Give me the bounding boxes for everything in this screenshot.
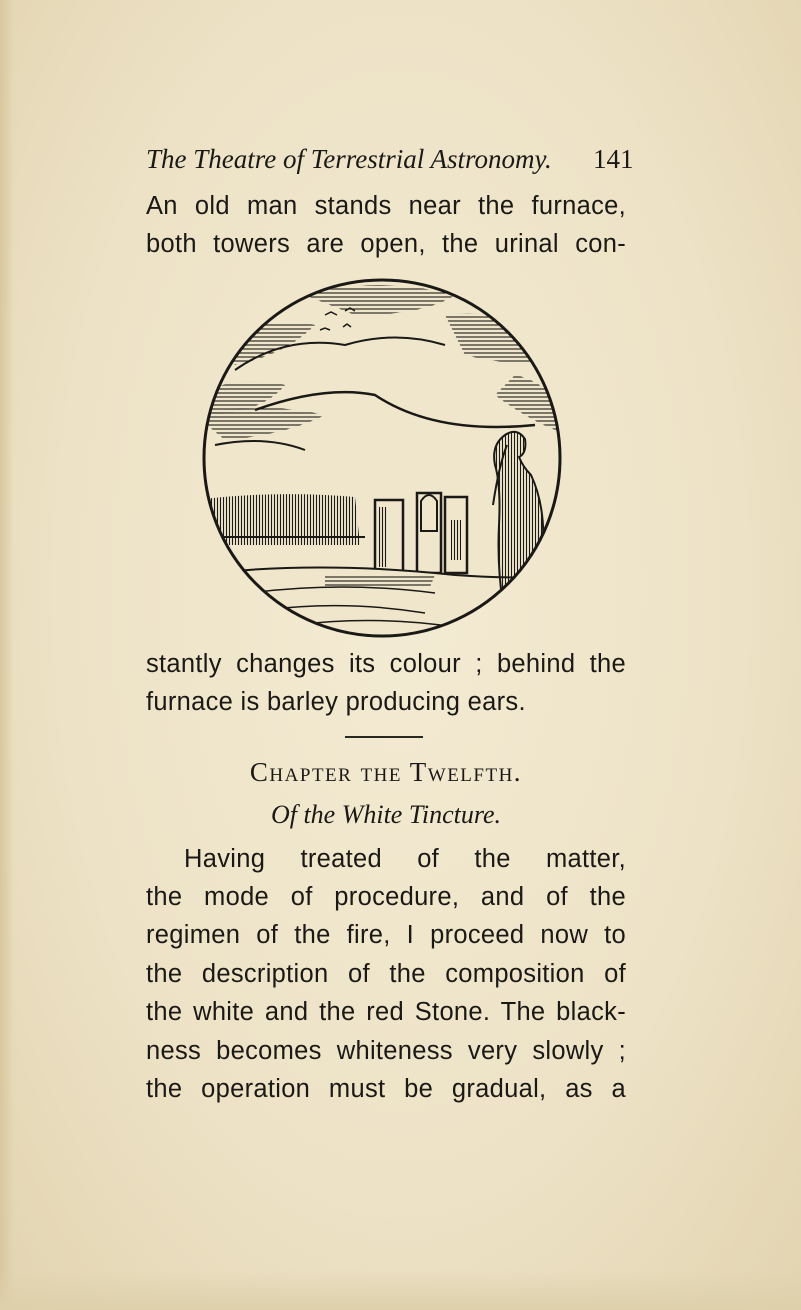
section-divider: [345, 736, 423, 738]
body-line-6: ness becomes whiteness very slowly ;: [146, 1037, 626, 1065]
page-number: 141: [593, 144, 634, 174]
body-line-4: the description of the composition of: [146, 960, 626, 988]
chapter-heading: Chapter the Twelfth.: [249, 757, 523, 787]
after-figure-line-2: furnace is barley producing ears.: [146, 688, 526, 716]
running-head: [146, 144, 626, 175]
engraving-illustration-icon: [195, 275, 580, 640]
intro-line-1: An old man stands near the furnace,: [146, 192, 626, 220]
body-line-7: the operation must be gradual, as a: [146, 1075, 626, 1103]
chapter-subtitle: Of the White Tincture.: [270, 800, 502, 829]
page-edge-shadow-bottom: [0, 1270, 801, 1310]
after-figure-line-1: stantly changes its colour ; behind the: [146, 650, 626, 678]
body-line-2: the mode of procedure, and of the: [146, 883, 626, 911]
intro-line-2: both towers are open, the urinal con-: [146, 230, 626, 258]
page-edge-shadow-left: [0, 0, 14, 1310]
body-line-3: regimen of the fire, I proceed now to: [146, 921, 626, 949]
running-head-title: The Theatre of Terrestrial Astronomy.: [146, 144, 552, 174]
body-line-5: the white and the red Stone. The black-: [146, 998, 626, 1026]
body-line-1: Having treated of the matter,: [184, 845, 626, 873]
